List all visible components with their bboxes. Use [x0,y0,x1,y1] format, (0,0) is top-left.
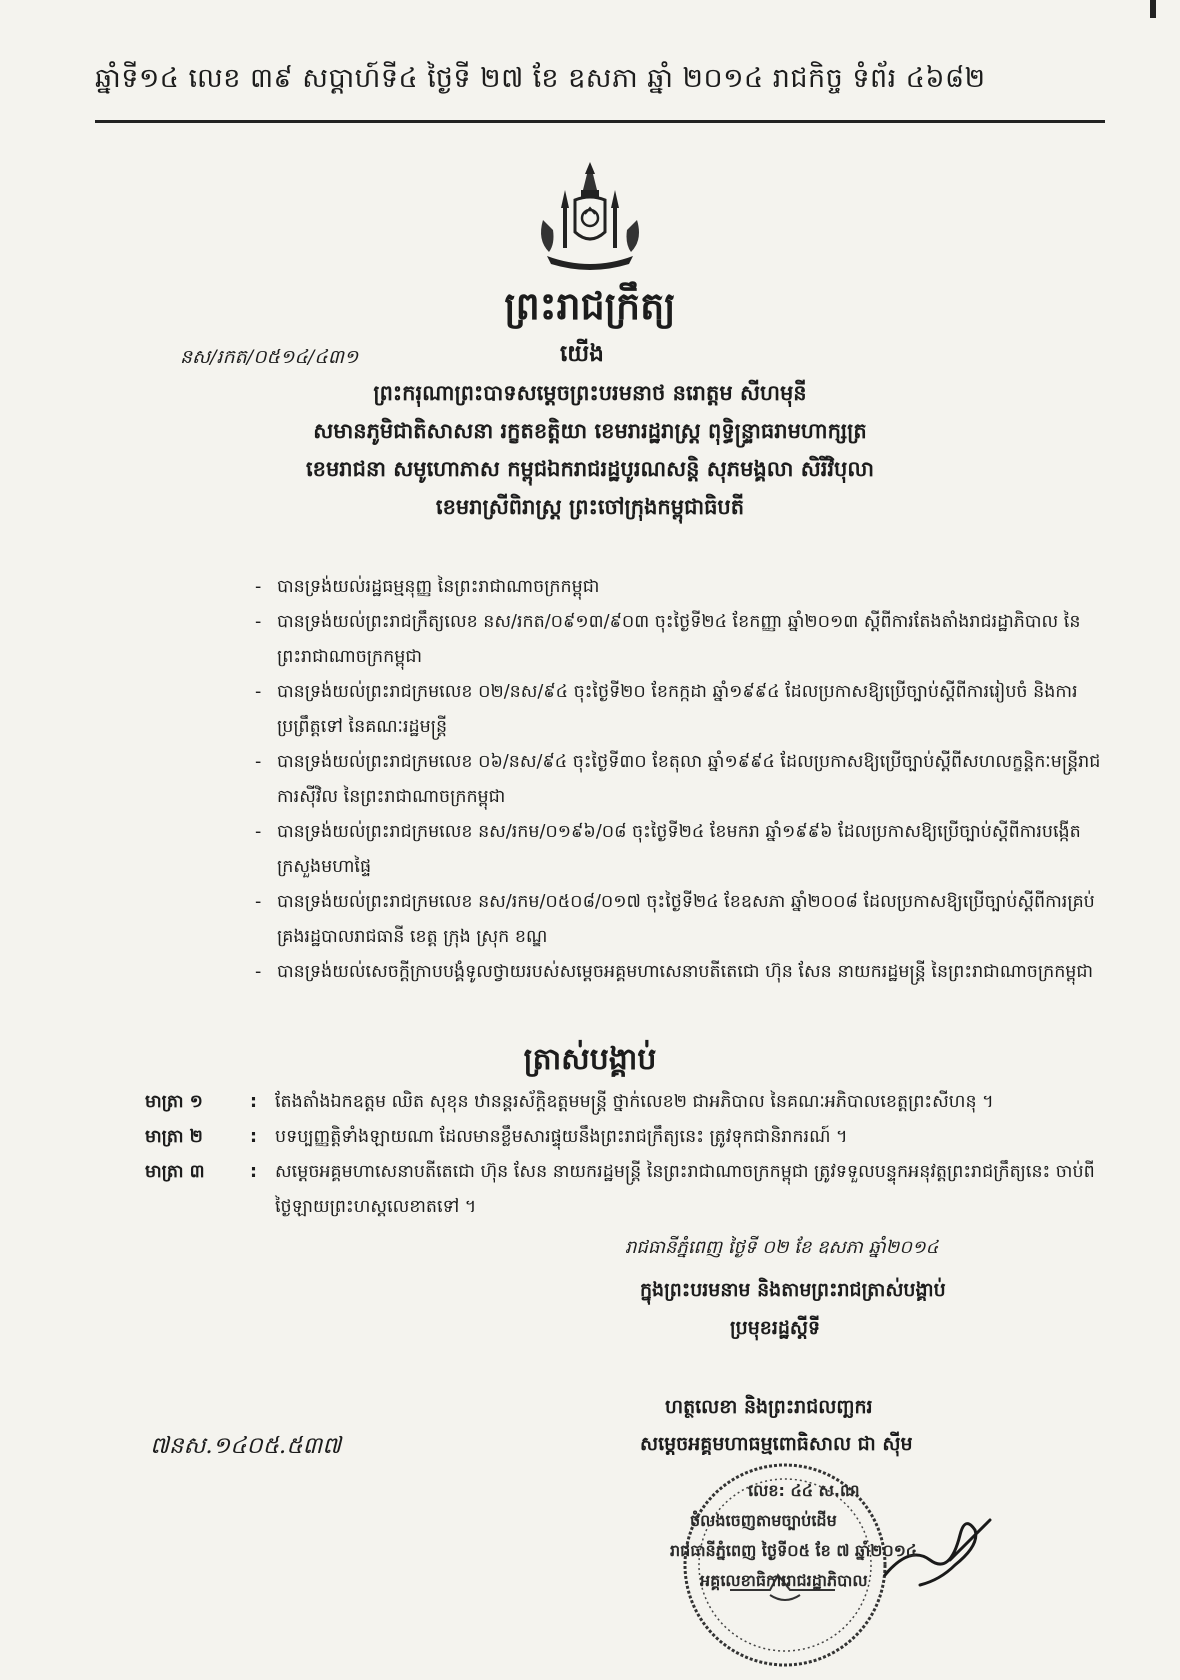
article-1 [145,1085,1105,1120]
citation-item: - បានទ្រង់យល់ព្រះរាជក្រមលេខ នស/រកម/០១៩៦/០៨ ចុះថ្ងៃទី២៤ ខែមករា ឆ្នាំ១៩៩៦ ដែលប្រកាសឱ្យប្រើច្បាប់ស្តីពីការបង្កើតក្រសួងមហាផ្ទៃ [255,815,1115,885]
article-label: មាត្រា ១ [145,1092,203,1112]
signing-date: រាជធានីភ្នំពេញ ថ្ងៃទី ០២ ខែ ឧសភា ឆ្នាំ២០១៤ [625,1237,939,1258]
article-text: បទប្បញ្ញត្តិទាំងឡាយណា ដែលមានខ្លឹមសារផ្ទុយនឹងព្រះរាជក្រឹត្យនេះ ត្រូវទុកជានិរាករណ៍ ។ [275,1127,848,1147]
article-text: តែងតាំងឯកឧត្តម ឈិត សុខុន ឋានន្តរស័ក្តិឧត្តមមន្ត្រី ថ្នាក់លេខ២ ជាអភិបាល នៃគណៈអភិបាលខេត្តព្រះសីហនុ ។ [275,1092,994,1112]
article-3 [145,1155,1105,1225]
document-title: ព្រះរាជក្រឹត្យ [504,284,676,328]
decree-number: នស/រកត/០៥១៤/៤៣១ [180,346,359,368]
countersign-line: សម្តេចអគ្គមហាធម្មពោធិសាល ជា ស៊ីម [640,1433,913,1455]
king-title-line: សមានភូមិជាតិសាសនា រក្ខតខត្តិយា ខេមរារដ្ឋរាស្ត្រ ពុទ្ធិន្ទ្រាធរាមហាក្សត្រ [313,419,867,443]
stamp-copy-certified: ចំលងចេញតាមច្បាប់ដើម [690,1511,837,1530]
king-title-line: ខេមរាស្រីពិរាស្ត្រ ព្រះចៅក្រុងកម្ពុជាធិបតី [435,495,745,519]
king-title-line: ខេមរាជនា សមូហោភាស កម្ពុជឯករាជរដ្ឋបូរណសន្តិ សុភមង្គលា សិរីវិបុលា [305,457,875,481]
stamp-number: លេខ: ៤៤ ស.ណ [748,1481,860,1500]
stamp-office: អគ្គលេខាធិការរាជរដ្ឋាភិបាល [700,1571,868,1590]
citation-item: - បានទ្រង់យល់ព្រះរាជក្រមលេខ ០៦/នស/៩៤ ចុះថ្ងៃទី៣០ ខែតុលា ឆ្នាំ១៩៩៤ ដែលប្រកាសឱ្យប្រើច្បាប់ស្តីពីសហលក្ខន្តិកៈមន្ត្រីរាជការស៊ីវិល នៃព្រះរាជាណាចក្រកម្ពុជា [255,745,1115,815]
article-colon: : [250,1162,257,1182]
article-colon: : [250,1127,257,1147]
signing-line: ប្រមុខរដ្ឋស្តីទី [730,1317,821,1339]
stamp-date: រាជធានីភ្នំពេញ ថ្ងៃទី០៥ ខែ ៧ ឆ្នាំ២០១៤ [670,1541,918,1560]
article-text: សម្តេចអគ្គមហាសេនាបតីតេជោ ហ៊ុន សែន នាយករដ្ឋមន្ត្រី នៃព្រះរាជាណាចក្រកម្ពុជា ត្រូវទទួលបន្ទុកអនុវត្តព្រះរាជក្រឹត្យនេះ ចាប់ពីថ្ងៃឡាយព្រះហស្តលេខាតទៅ ។ [275,1162,1095,1217]
we-heading: យើង [560,341,604,367]
citation-item: - បានទ្រង់យល់សេចក្តីក្រាបបង្គំទូលថ្វាយរបស់សម្តេចអគ្គមហាសេនាបតីតេជោ ហ៊ុន សែន នាយករដ្ឋមន្ត្រី នៃព្រះរាជាណាចក្រកម្ពុជា [255,955,1115,990]
citation-item: - បានទ្រង់យល់ព្រះរាជក្រមលេខ ០២/នស/៩៤ ចុះថ្ងៃទី២០ ខែកក្កដា ឆ្នាំ១៩៩៤ ដែលប្រកាសឱ្យប្រើច្បាប់ស្តីពីការរៀបចំ និងការប្រព្រឹត្តទៅ នៃគណៈរដ្ឋមន្ត្រី [255,675,1115,745]
gazette-header: ឆ្នាំទី១៤ លេខ ៣៩ សប្តាហ៍ទី៤ ថ្ងៃទី ២៧ ខែ ឧសភា ឆ្នាំ ២០១៤ រាជកិច្ច ទំព័រ ៤៦៨២ [95,63,986,94]
citation-item: - បានទ្រង់យល់រដ្ឋធម្មនុញ្ញ នៃព្រះរាជាណាចក្រកម្ពុជា [255,570,1115,605]
citation-item: - បានទ្រង់យល់ព្រះរាជក្រឹត្យលេខ នស/រកត/០៩១៣/៩០៣ ចុះថ្ងៃទី២៤ ខែកញ្ញា ឆ្នាំ២០១៣ ស្តីពីការតែងតាំងរាជរដ្ឋាភិបាល នៃព្រះរាជាណាចក្រកម្ពុជា [255,605,1115,675]
article-2 [145,1120,1105,1155]
header-rule [95,120,1105,123]
king-title-line: ព្រះករុណាព្រះបាទសម្តេចព្រះបរមនាថ នរោត្តម សីហមុនី [373,381,807,405]
margin-note: ៧នស.១៤០៥.៥៣៧ [150,1433,342,1459]
article-colon: : [250,1092,257,1112]
citation-item: - បានទ្រង់យល់ព្រះរាជក្រមលេខ នស/រកម/០៥០៨/០១៧ ចុះថ្ងៃទី២៤ ខែឧសភា ឆ្នាំ២០០៨ ដែលប្រកាសឱ្យប្រើច្បាប់ស្តីពីការគ្រប់គ្រងរដ្ឋបាលរាជធានី ខេត្ត ក្រុង ស្រុក ខណ្ឌ [255,885,1115,955]
countersign-line: ហត្ថលេខា និងព្រះរាជលញ្ឆករ [665,1396,873,1418]
signing-line: ក្នុងព្រះបរមនាម និងតាមព្រះរាជត្រាស់បង្គាប់ [640,1279,946,1301]
decides-heading: ត្រាស់បង្គាប់ [523,1042,657,1077]
royal-arms-icon [525,160,655,275]
article-label: មាត្រា ៣ [145,1162,205,1182]
citations-list [255,570,1115,990]
article-label: មាត្រា ២ [145,1127,203,1147]
scan-mark [1150,0,1156,18]
